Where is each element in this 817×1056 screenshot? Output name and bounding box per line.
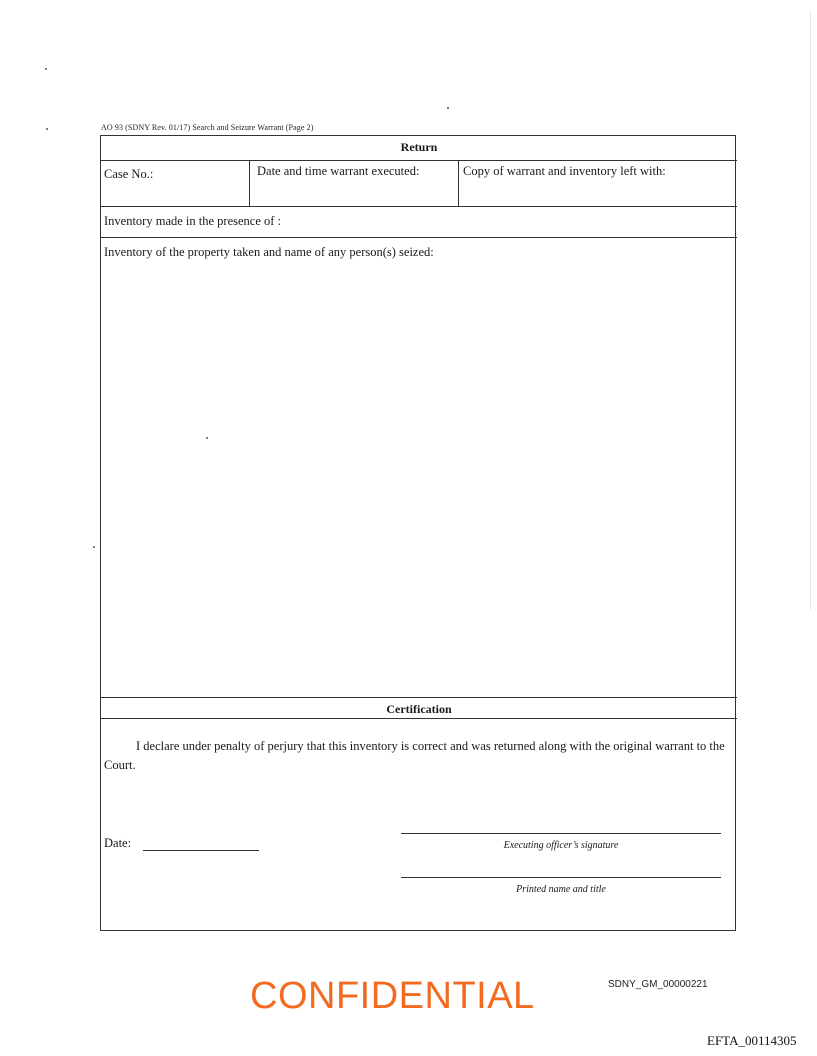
efta-number: EFTA_00114305	[707, 1033, 797, 1048]
divider	[458, 160, 459, 206]
printed-name-title-caption: Printed name and title	[516, 884, 606, 895]
bates-number: SDNY_GM_00000221	[608, 979, 708, 990]
divider	[249, 160, 250, 206]
date-label: Date:	[104, 836, 132, 850]
form-header: AO 93 (SDNY Rev. 01/17) Search and Seizure Warrant (Page 2)	[101, 123, 314, 132]
declaration-text: I declare under penalty of perjury that this inventory is correct and was returned along with the original warrant to the Court.	[104, 739, 725, 772]
divider	[101, 237, 737, 238]
scan-speck	[93, 546, 95, 548]
scan-edge	[810, 10, 811, 610]
return-title: Return	[400, 140, 438, 154]
inventory-label: Inventory of the property taken and name of any person(s) seized:	[104, 245, 434, 259]
date-field-line	[143, 850, 259, 851]
scan-speck	[45, 68, 47, 70]
signature-line	[401, 833, 721, 834]
scan-speck	[206, 437, 208, 439]
certification-title: Certification	[386, 702, 452, 716]
scan-speck	[447, 107, 449, 109]
presence-label: Inventory made in the presence of :	[104, 214, 282, 228]
printed-name-line	[401, 877, 721, 878]
executing-officer-signature-caption: Executing officer’s signature	[503, 840, 619, 851]
case-no-label: Case No.:	[104, 167, 154, 181]
warrant-return-form	[100, 135, 736, 931]
divider	[101, 160, 737, 161]
scan-speck	[46, 128, 48, 130]
divider	[101, 206, 737, 207]
copy-left-with-label: Copy of warrant and inventory left with:	[463, 164, 666, 178]
confidential-stamp: CONFIDENTIAL	[250, 975, 535, 1017]
divider	[101, 697, 737, 698]
date-time-executed-label: Date and time warrant executed:	[257, 164, 420, 178]
divider	[101, 718, 737, 719]
